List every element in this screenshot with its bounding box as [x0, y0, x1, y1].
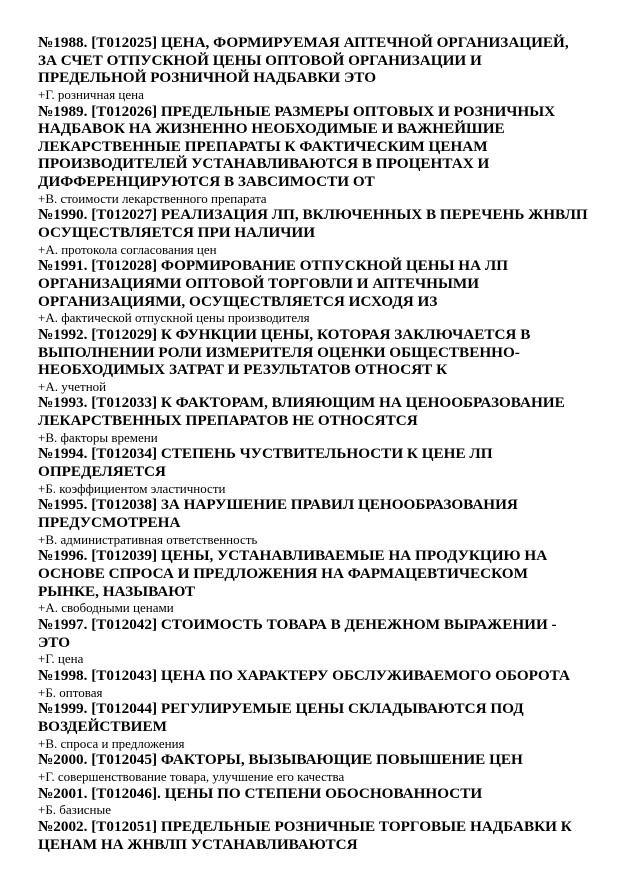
- question-block: [38, 700, 588, 751]
- answer-text: +Б. базисные: [38, 802, 112, 818]
- question-text: №1997. [T012042] СТОИМОСТЬ ТОВАРА В ДЕНЕЖНОМ ВЫРАЖЕНИИ - ЭТО: [38, 616, 557, 651]
- question-text: №2001. [T012046]. ЦЕНЫ ПО СТЕПЕНИ ОБОСНОВАННОСТИ: [38, 784, 483, 802]
- question-block: [38, 818, 588, 853]
- answer-text: +Б. коэффициентом эластичности: [38, 480, 226, 496]
- question-text: №1991. [T012028] ФОРМИРОВАНИЕ ОТПУСКНОЙ ЦЕНЫ НА ЛП ОРГАНИЗАЦИЯМИ ОПТОВОЙ ТОРГОВЛИ И АПТЕЧНЫМИ ОРГАНИЗАЦИЯМИ, ОСУЩЕСТВЛЯЕТСЯ ИСХОДЯ ИЗ: [38, 257, 509, 310]
- question-text: №1999. [T012044] РЕГУЛИРУЕМЫЕ ЦЕНЫ СКЛАДЫВАЮТСЯ ПОД ВОЗДЕЙСТВИЕМ: [38, 700, 524, 735]
- answer-text: +Г. цена: [38, 651, 84, 667]
- question-block: [38, 394, 588, 445]
- answer-text: +Б. оптовая: [38, 684, 103, 700]
- answer-text: +А. учетной: [38, 378, 107, 394]
- question-text: №2000. [T012045] ФАКТОРЫ, ВЫЗЫВАЮЩИЕ ПОВЫШЕНИЕ ЦЕН: [38, 751, 523, 769]
- question-block: [38, 103, 588, 207]
- question-text: №1998. [T012043] ЦЕНА ПО ХАРАКТЕРУ ОБСЛУЖИВАЕМОГО ОБОРОТА: [38, 667, 570, 684]
- answer-text: +В. стоимости лекарственного препарата: [38, 190, 267, 206]
- answer-text: +Г. совершенствование товара, улучшение его качества: [38, 768, 345, 784]
- answer-text: +А. свободными ценами: [38, 600, 174, 616]
- question-text: №1996. [T012039] ЦЕНЫ, УСТАНАВЛИВАЕМЫЕ НА ПРОДУКЦИЮ НА ОСНОВЕ СПРОСА И ПРЕДЛОЖЕНИЯ НА ФАРМАЦЕВТИЧЕСКОМ РЫНКЕ, НАЗЫВАЮТ: [38, 547, 548, 600]
- question-text: №1995. [T012038] ЗА НАРУШЕНИЕ ПРАВИЛ ЦЕНООБРАЗОВАНИЯ ПРЕДУСМОТРЕНА: [38, 496, 518, 532]
- question-block: [38, 616, 588, 667]
- answer-text: +В. спроса и предложения: [38, 735, 185, 751]
- question-text: №1992. [T012029] К ФУНКЦИИ ЦЕНЫ, КОТОРАЯ ЗАКЛЮЧАЕТСЯ В ВЫПОЛНЕНИИ РОЛИ ИЗМЕРИТЕЛЯ ОЦЕНКИ ОБЩЕСТВЕННО-НЕОБХОДИМЫХ ЗАТРАТ И РЕЗУЛЬТАТОВ ОТНОСЯТ К: [38, 325, 531, 379]
- question-text: №1994. [T012034] СТЕПЕНЬ ЧУСТВИТЕЛЬНОСТИ К ЦЕНЕ ЛП ОПРЕДЕЛЯЕТСЯ: [38, 445, 493, 481]
- answer-text: +А. фактической отпускной цены производителя: [38, 310, 310, 326]
- question-block: [38, 257, 588, 326]
- question-block: [38, 206, 588, 257]
- question-block: [38, 547, 588, 616]
- answer-text: +Г. розничная цена: [38, 86, 144, 102]
- answer-text: +А. протокола согласования цен: [38, 241, 217, 257]
- question-text: №1988. [T012025] ЦЕНА, ФОРМИРУЕМАЯ АПТЕЧНОЙ ОРГАНИЗАЦИЕЙ, ЗА СЧЕТ ОТПУСКНОЙ ЦЕНЫ ОПТОВОЙ ОРГАНИЗАЦИИ И ПРЕДЕЛЬНОЙ РОЗНИЧНОЙ НАДБАВКИ ЭТО: [38, 34, 569, 87]
- question-block: [38, 326, 588, 395]
- question-block: [38, 34, 588, 103]
- question-block: [38, 667, 588, 700]
- answer-text: +В. административная ответственность: [38, 531, 258, 547]
- question-text: №1993. [T012033] К ФАКТОРАМ, ВЛИЯЮЩИМ НА ЦЕНООБРАЗОВАНИЕ ЛЕКАРСТВЕННЫХ ПРЕПАРАТОВ НЕ ОТНОСЯТСЯ: [38, 394, 565, 430]
- question-block: [38, 751, 588, 784]
- answer-text: +В. факторы времени: [38, 429, 158, 445]
- question-block: [38, 785, 588, 818]
- question-block: [38, 445, 588, 496]
- question-text: №1989. [T012026] ПРЕДЕЛЬНЫЕ РАЗМЕРЫ ОПТОВЫХ И РОЗНИЧНЫХ НАДБАВОК НА ЖИЗНЕННО НЕОБХОДИМЫЕ И ВАЖНЕЙШИЕ ЛЕКАРСТВЕННЫЕ ПРЕПАРАТЫ К ФАКТИЧЕСКИМ ЦЕНАМ ПРОИЗВОДИТЕЛЕЙ УСТАНАВЛИВАЮТСЯ В ПРОЦЕНТАХ И ДИФФЕРЕНЦИРУЮТСЯ В ЗАВСИМОСТИ ОТ: [38, 102, 556, 190]
- question-text: №1990. [T012027] РЕАЛИЗАЦИЯ ЛП, ВКЛЮЧЕННЫХ В ПЕРЕЧЕНЬ ЖНВЛП ОСУЩЕСТВЛЯЕТСЯ ПРИ НАЛИЧИИ: [38, 206, 588, 241]
- question-text: №2002. [T012051] ПРЕДЕЛЬНЫЕ РОЗНИЧНЫЕ ТОРГОВЫЕ НАДБАВКИ К ЦЕНАМ НА ЖНВЛП УСТАНАВЛИВАЮТСЯ: [38, 818, 572, 853]
- question-block: [38, 496, 588, 547]
